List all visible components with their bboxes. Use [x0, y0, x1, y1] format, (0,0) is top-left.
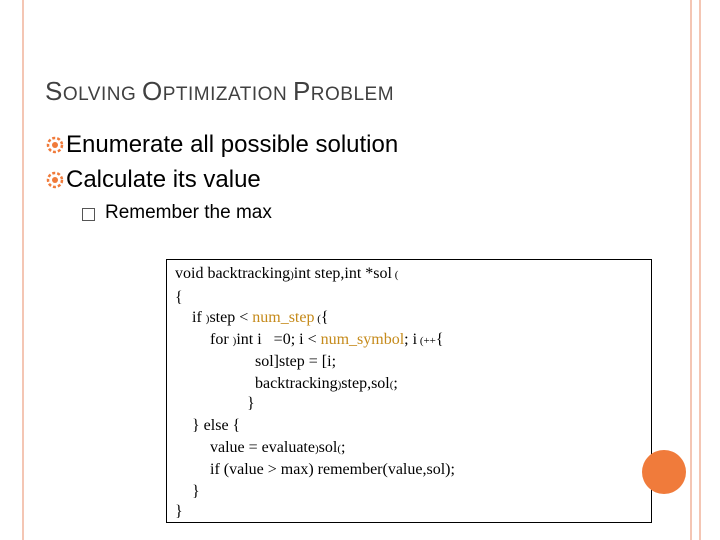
code-line: for )int i =0; i < num_symbol; i (++{ [210, 331, 444, 348]
bullet-item [45, 131, 398, 159]
accent-circle [642, 450, 686, 494]
bullet-item [45, 166, 261, 194]
decor-line-right-1 [690, 0, 692, 540]
bullet-text: Calculate its value [66, 166, 261, 193]
code-line: if (value > max) remember(value,sol); [210, 461, 455, 478]
decor-line-left [22, 0, 24, 540]
code-line: backtracking)step,sol(; [255, 375, 398, 392]
code-line: { [175, 289, 183, 306]
sub-bullet-text: Remember the max [105, 202, 272, 223]
code-line: void backtracking)int step,int *sol ( [175, 265, 399, 282]
code-line: } else { [192, 417, 241, 434]
title-cap: P [292, 76, 311, 106]
settings-bullet-icon [45, 135, 65, 155]
title-cap: S [45, 76, 63, 106]
checkbox-icon [82, 208, 95, 221]
code-line: value = evaluate)sol(; [210, 439, 346, 456]
slide-title [45, 76, 394, 107]
title-rest: PTIMIZATION [162, 84, 293, 105]
code-line: sol]step = [i; [255, 353, 337, 370]
sub-bullet-item [82, 202, 272, 224]
code-line: } [175, 503, 183, 520]
code-line: } [192, 483, 200, 500]
bullet-text: Enumerate all possible solution [66, 131, 399, 158]
title-rest: ROBLEM [310, 84, 395, 105]
code-box [166, 259, 652, 523]
code-line: if )step < num_step ({ [192, 309, 329, 326]
code-line: } [247, 395, 255, 412]
title-cap: O [142, 76, 163, 106]
title-rest: OLVING [62, 84, 143, 105]
decor-line-right-2 [699, 0, 701, 540]
settings-bullet-icon [45, 170, 65, 190]
